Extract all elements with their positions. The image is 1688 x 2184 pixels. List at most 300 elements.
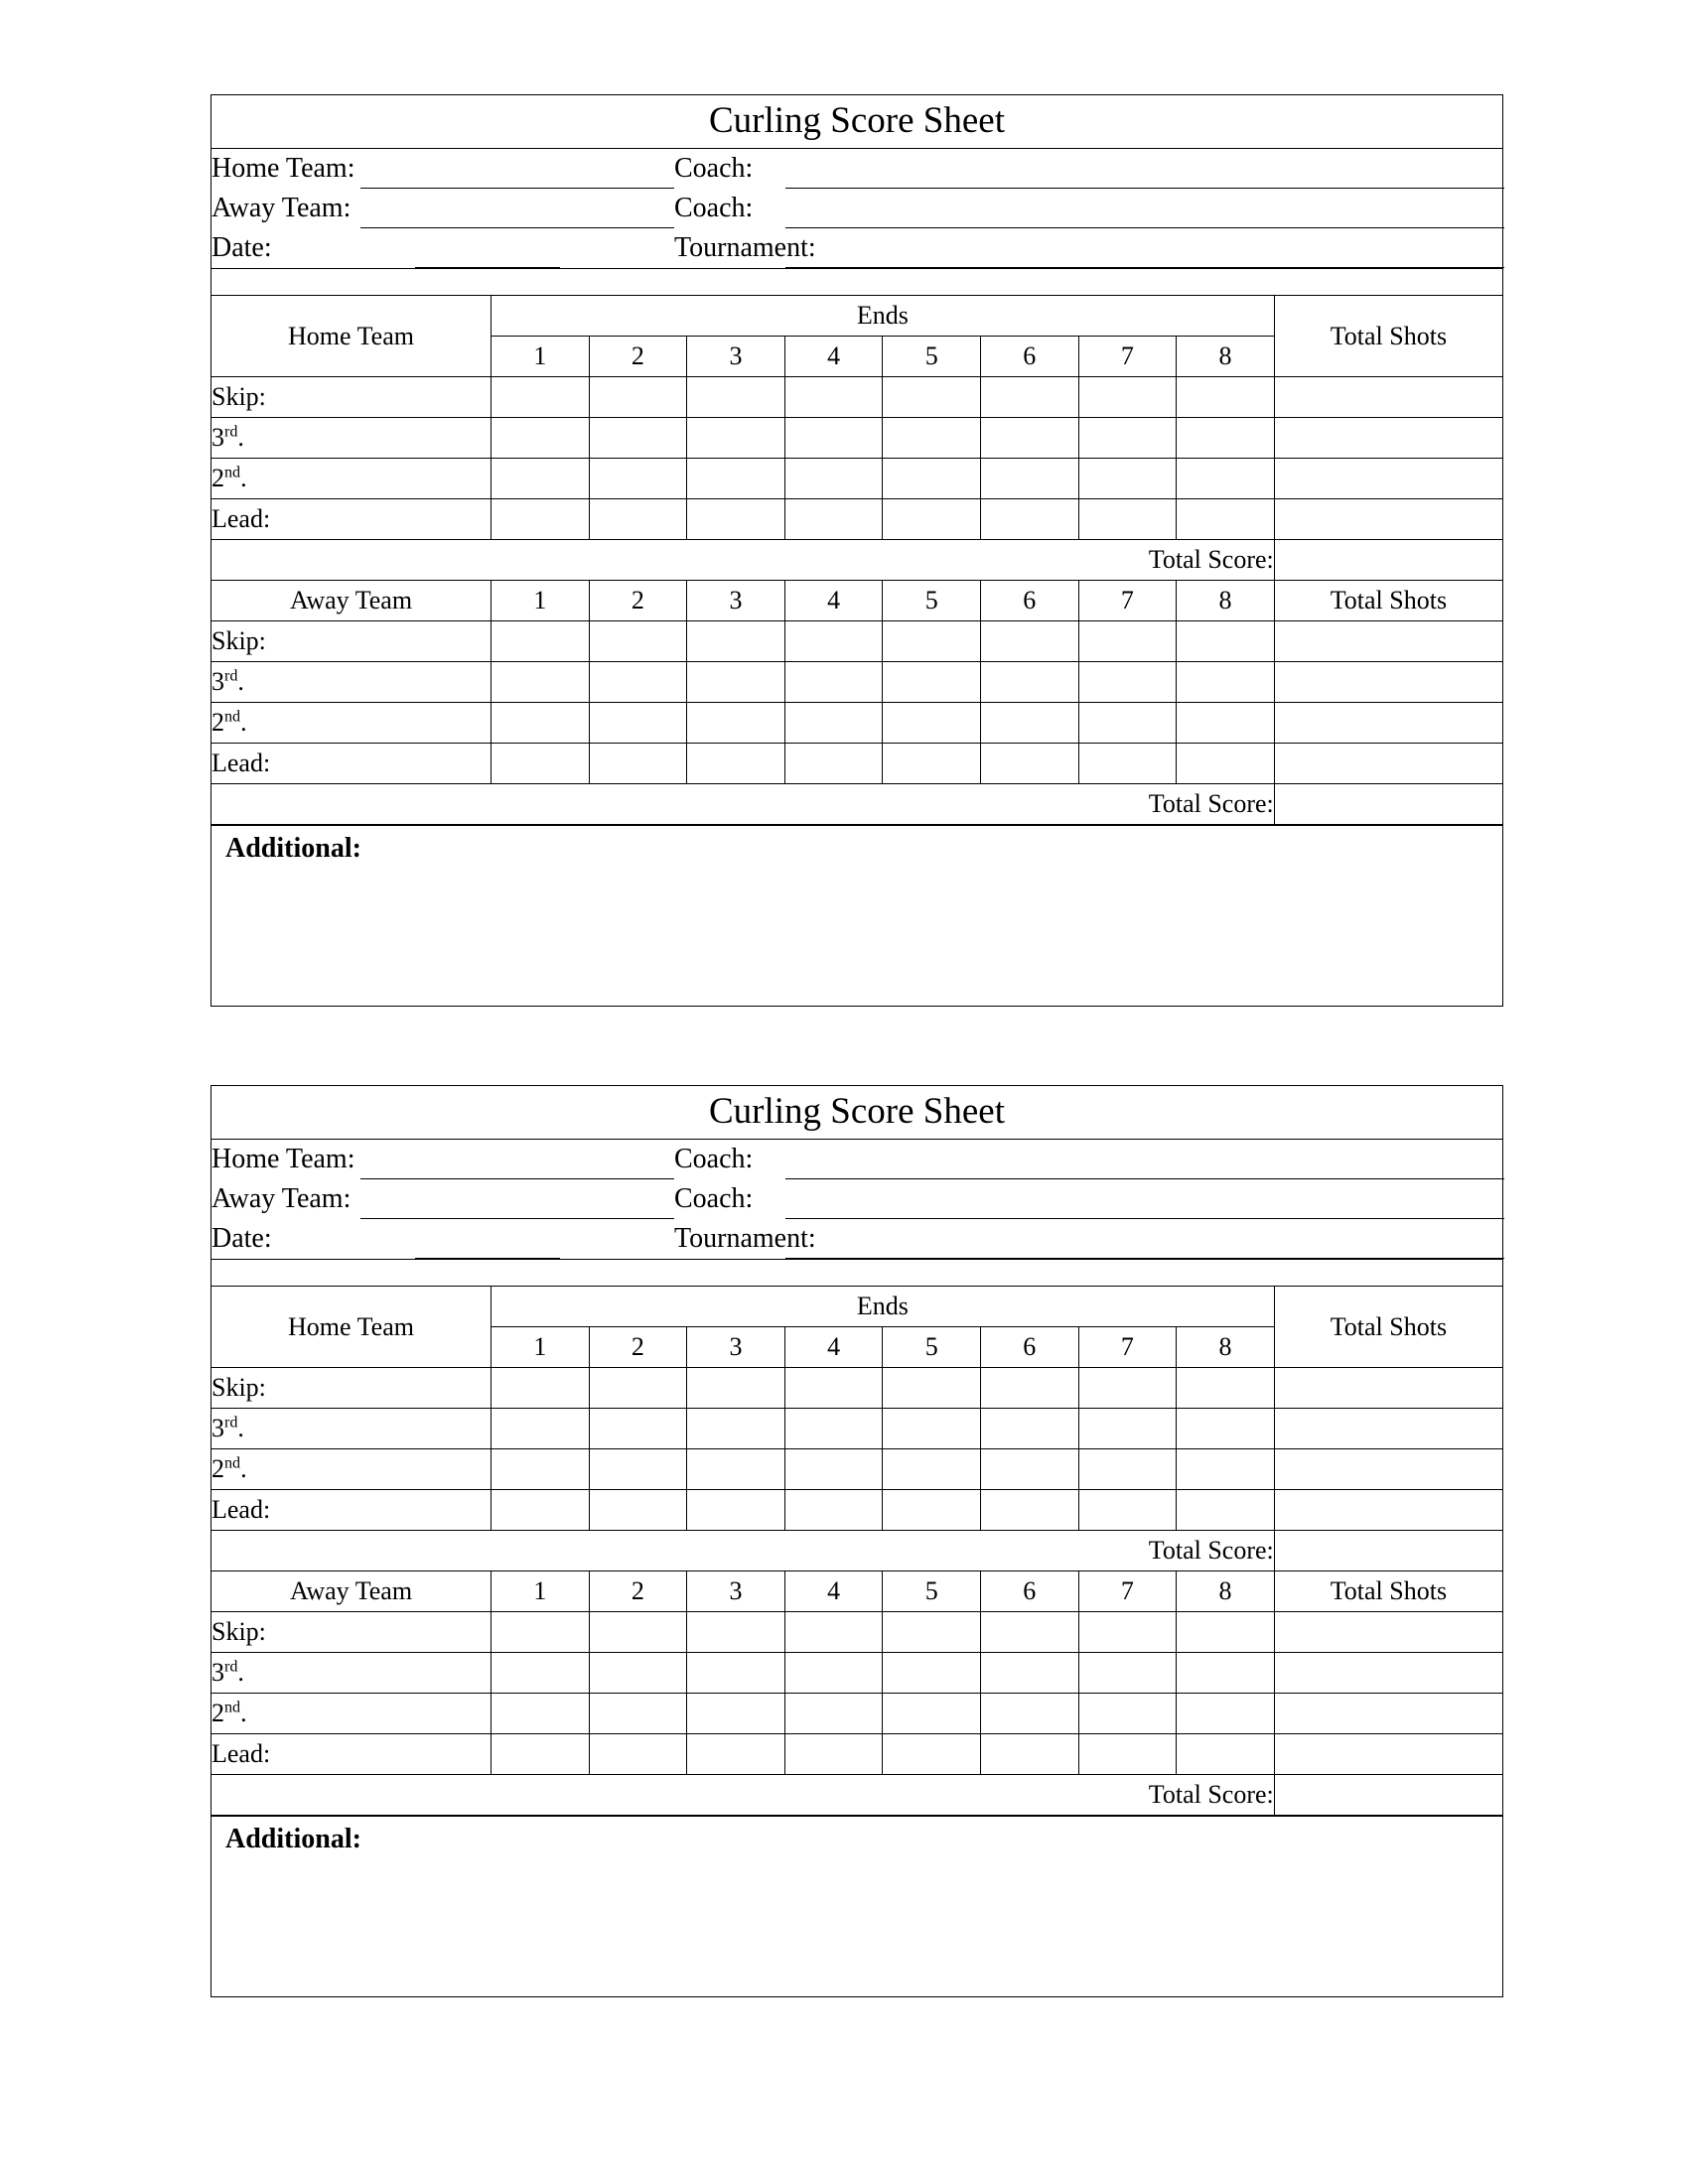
additional-notes-2[interactable] xyxy=(211,1816,1502,1996)
away-position-lead[interactable] xyxy=(211,744,492,784)
away-second-end-8[interactable] xyxy=(1177,703,1275,744)
away-skip-end-4-2[interactable] xyxy=(784,1612,883,1653)
home-third-end-2-2[interactable] xyxy=(589,1409,687,1449)
end-number-4-2: 4 xyxy=(784,1327,883,1368)
away-second-end-7[interactable] xyxy=(1078,703,1177,744)
home-second-end-6[interactable] xyxy=(981,459,1079,499)
home-skip-end-4[interactable] xyxy=(784,377,883,418)
away-second-end-8-2[interactable] xyxy=(1177,1694,1275,1734)
away-third-end-1-2[interactable] xyxy=(492,1653,590,1694)
home-total-score-row xyxy=(211,540,1502,581)
away-third-end-6-2[interactable] xyxy=(981,1653,1079,1694)
away-total-score-row xyxy=(211,784,1502,825)
away-end-number-1-2: 1 xyxy=(492,1571,590,1612)
away-end-number-7: 7 xyxy=(1078,581,1177,621)
home-second-end-3[interactable] xyxy=(687,459,785,499)
home-row-lead-2 xyxy=(211,1490,1502,1531)
away-end-number-8-2: 8 xyxy=(1177,1571,1275,1612)
away-second-end-5-2[interactable] xyxy=(883,1694,981,1734)
away-end-number-2: 2 xyxy=(589,581,687,621)
away-end-number-8: 8 xyxy=(1177,581,1275,621)
home-second-end-5[interactable] xyxy=(883,459,981,499)
date-value xyxy=(415,235,560,268)
end-number-1: 1 xyxy=(492,337,590,377)
away-lead-end-7[interactable] xyxy=(1078,744,1177,784)
away-skip-end-2-2[interactable] xyxy=(589,1612,687,1653)
away-third-end-6[interactable] xyxy=(981,662,1079,703)
away-position-skip-2[interactable] xyxy=(211,1612,492,1653)
home-skip-end-5-2[interactable] xyxy=(883,1368,981,1409)
coach-home-value-2 xyxy=(785,1147,1504,1179)
away-third-end-4-2[interactable] xyxy=(784,1653,883,1694)
end-number-8: 8 xyxy=(1177,337,1275,377)
away-end-number-4: 4 xyxy=(784,581,883,621)
home-third-total-shots-2[interactable] xyxy=(1274,1409,1502,1449)
away-second-end-5[interactable] xyxy=(883,703,981,744)
away-end-number-7-2: 7 xyxy=(1078,1571,1177,1612)
away-position-second-suffix-2: . xyxy=(240,1699,247,1727)
away-end-number-2-2: 2 xyxy=(589,1571,687,1612)
home-total-score-value[interactable] xyxy=(1274,540,1502,581)
away-third-end-7[interactable] xyxy=(1078,662,1177,703)
away-team-label-2: Away Team: xyxy=(211,1183,352,1214)
home-header-row-1-2 xyxy=(211,1287,1502,1327)
home-position-second[interactable] xyxy=(211,459,492,499)
home-position-third[interactable] xyxy=(211,418,492,459)
home-position-second-label: 2 xyxy=(211,464,224,492)
home-third-end-8[interactable] xyxy=(1177,418,1275,459)
away-second-end-4-2[interactable] xyxy=(784,1694,883,1734)
home-third-end-6-2[interactable] xyxy=(981,1409,1079,1449)
end-number-3-2: 3 xyxy=(687,1327,785,1368)
away-third-end-3[interactable] xyxy=(687,662,785,703)
away-row-third-2 xyxy=(211,1653,1502,1694)
away-skip-end-3[interactable] xyxy=(687,621,785,662)
home-skip-end-6[interactable] xyxy=(981,377,1079,418)
home-position-third-sup-2: rd xyxy=(224,1414,238,1432)
home-skip-end-2-2[interactable] xyxy=(589,1368,687,1409)
home-third-end-3[interactable] xyxy=(687,418,785,459)
away-lead-end-2-2[interactable] xyxy=(589,1734,687,1775)
home-team-input-2[interactable] xyxy=(360,1140,674,1179)
home-skip-total-shots[interactable] xyxy=(1274,377,1502,418)
away-lead-end-3[interactable] xyxy=(687,744,785,784)
home-lead-end-1[interactable] xyxy=(492,499,590,540)
home-position-third-label-2: 3 xyxy=(211,1414,224,1442)
end-number-6: 6 xyxy=(981,337,1079,377)
away-position-second-label-2: 2 xyxy=(211,1699,224,1727)
away-skip-end-8-2[interactable] xyxy=(1177,1612,1275,1653)
home-skip-end-3-2[interactable] xyxy=(687,1368,785,1409)
home-second-total-shots-2[interactable] xyxy=(1274,1449,1502,1490)
coach-away-input-2[interactable] xyxy=(785,1179,1504,1219)
home-team-header-2: Home Team xyxy=(211,1287,492,1368)
away-lead-end-7-2[interactable] xyxy=(1078,1734,1177,1775)
away-total-shots-header-2: Total Shots xyxy=(1274,1571,1502,1612)
away-end-number-5-2: 5 xyxy=(883,1571,981,1612)
home-lead-end-3-2[interactable] xyxy=(687,1490,785,1531)
home-third-end-7-2[interactable] xyxy=(1078,1409,1177,1449)
away-total-score-label-2: Total Score: xyxy=(211,1775,1274,1816)
end-number-7-2: 7 xyxy=(1078,1327,1177,1368)
away-lead-total-shots-2[interactable] xyxy=(1274,1734,1502,1775)
home-third-end-1-2[interactable] xyxy=(492,1409,590,1449)
home-third-end-5-2[interactable] xyxy=(883,1409,981,1449)
away-second-end-6[interactable] xyxy=(981,703,1079,744)
away-second-total-shots[interactable] xyxy=(1274,703,1502,744)
away-lead-end-8-2[interactable] xyxy=(1177,1734,1275,1775)
info-row-away-2 xyxy=(211,1179,1504,1219)
away-end-number-5: 5 xyxy=(883,581,981,621)
away-position-third-label: 3 xyxy=(211,667,224,696)
home-position-lead-label-2: Lead: xyxy=(211,1495,271,1524)
away-position-lead-label: Lead: xyxy=(211,749,271,777)
home-second-end-1-2[interactable] xyxy=(492,1449,590,1490)
home-second-end-3-2[interactable] xyxy=(687,1449,785,1490)
away-skip-end-5-2[interactable] xyxy=(883,1612,981,1653)
away-lead-end-6[interactable] xyxy=(981,744,1079,784)
away-lead-end-1[interactable] xyxy=(492,744,590,784)
tournament-input[interactable] xyxy=(785,228,1504,268)
home-position-third-suffix-2: . xyxy=(237,1414,244,1442)
away-skip-end-2[interactable] xyxy=(589,621,687,662)
away-second-end-6-2[interactable] xyxy=(981,1694,1079,1734)
away-skip-end-6-2[interactable] xyxy=(981,1612,1079,1653)
home-lead-end-3[interactable] xyxy=(687,499,785,540)
away-row-skip-2 xyxy=(211,1612,1502,1653)
score-sheet-2 xyxy=(211,1085,1503,1997)
home-lead-end-6-2[interactable] xyxy=(981,1490,1079,1531)
away-position-third-label-2: 3 xyxy=(211,1658,224,1687)
away-second-end-7-2[interactable] xyxy=(1078,1694,1177,1734)
home-third-end-6[interactable] xyxy=(981,418,1079,459)
away-position-lead-2[interactable] xyxy=(211,1734,492,1775)
home-lead-end-5[interactable] xyxy=(883,499,981,540)
home-total-score-label-2: Total Score: xyxy=(211,1531,1274,1571)
away-second-end-2-2[interactable] xyxy=(589,1694,687,1734)
home-third-end-1[interactable] xyxy=(492,418,590,459)
home-skip-end-7-2[interactable] xyxy=(1078,1368,1177,1409)
info-row-date-2 xyxy=(211,1219,1504,1259)
away-total-shots-header: Total Shots xyxy=(1274,581,1502,621)
home-row-second xyxy=(211,459,1502,499)
coach-home-value xyxy=(785,156,1504,189)
away-end-number-6: 6 xyxy=(981,581,1079,621)
home-second-end-2-2[interactable] xyxy=(589,1449,687,1490)
home-row-third-2 xyxy=(211,1409,1502,1449)
score-grid xyxy=(211,295,1502,825)
home-skip-end-8[interactable] xyxy=(1177,377,1275,418)
away-position-third-2[interactable] xyxy=(211,1653,492,1694)
away-third-end-8[interactable] xyxy=(1177,662,1275,703)
coach-away-value xyxy=(785,196,1504,228)
away-third-end-5[interactable] xyxy=(883,662,981,703)
home-position-lead[interactable] xyxy=(211,499,492,540)
home-position-skip-label: Skip: xyxy=(211,382,266,411)
away-skip-end-6[interactable] xyxy=(981,621,1079,662)
home-lead-end-8-2[interactable] xyxy=(1177,1490,1275,1531)
end-number-5-2: 5 xyxy=(883,1327,981,1368)
away-third-end-4[interactable] xyxy=(784,662,883,703)
away-skip-total-shots[interactable] xyxy=(1274,621,1502,662)
home-third-end-3-2[interactable] xyxy=(687,1409,785,1449)
tournament-value xyxy=(785,235,1504,268)
home-skip-end-2[interactable] xyxy=(589,377,687,418)
home-lead-end-7[interactable] xyxy=(1078,499,1177,540)
away-second-total-shots-2[interactable] xyxy=(1274,1694,1502,1734)
home-position-lead-2[interactable] xyxy=(211,1490,492,1531)
home-total-score-label: Total Score: xyxy=(211,540,1274,581)
away-second-end-4[interactable] xyxy=(784,703,883,744)
away-row-second xyxy=(211,703,1502,744)
away-lead-end-2[interactable] xyxy=(589,744,687,784)
home-lead-total-shots[interactable] xyxy=(1274,499,1502,540)
home-team-input[interactable] xyxy=(360,149,674,189)
end-number-6-2: 6 xyxy=(981,1327,1079,1368)
date-label-2: Date: xyxy=(211,1223,272,1254)
home-lead-end-7-2[interactable] xyxy=(1078,1490,1177,1531)
home-skip-end-5[interactable] xyxy=(883,377,981,418)
away-lead-total-shots[interactable] xyxy=(1274,744,1502,784)
home-position-second-suffix: . xyxy=(240,464,247,492)
info-row-away xyxy=(211,189,1504,228)
away-position-second-2[interactable] xyxy=(211,1694,492,1734)
away-row-second-2 xyxy=(211,1694,1502,1734)
home-lead-end-8[interactable] xyxy=(1177,499,1275,540)
home-team-value xyxy=(360,156,674,189)
home-lead-end-1-2[interactable] xyxy=(492,1490,590,1531)
away-second-end-3[interactable] xyxy=(687,703,785,744)
away-third-total-shots[interactable] xyxy=(1274,662,1502,703)
home-skip-end-4-2[interactable] xyxy=(784,1368,883,1409)
home-third-end-7[interactable] xyxy=(1078,418,1177,459)
home-row-second-2 xyxy=(211,1449,1502,1490)
away-skip-end-7[interactable] xyxy=(1078,621,1177,662)
away-lead-end-8[interactable] xyxy=(1177,744,1275,784)
away-skip-end-7-2[interactable] xyxy=(1078,1612,1177,1653)
away-team-value-2 xyxy=(360,1186,674,1219)
home-position-second-2[interactable] xyxy=(211,1449,492,1490)
home-position-third-sup: rd xyxy=(224,423,238,441)
home-skip-end-8-2[interactable] xyxy=(1177,1368,1275,1409)
score-sheet-1 xyxy=(211,94,1503,1007)
tournament-label: Tournament: xyxy=(674,232,816,263)
away-lead-end-5[interactable] xyxy=(883,744,981,784)
home-lead-end-6[interactable] xyxy=(981,499,1079,540)
home-lead-total-shots-2[interactable] xyxy=(1274,1490,1502,1531)
away-skip-end-3-2[interactable] xyxy=(687,1612,785,1653)
home-skip-end-3[interactable] xyxy=(687,377,785,418)
away-lead-end-5-2[interactable] xyxy=(883,1734,981,1775)
away-skip-end-1-2[interactable] xyxy=(492,1612,590,1653)
home-second-end-1[interactable] xyxy=(492,459,590,499)
home-position-second-sup: nd xyxy=(224,464,241,481)
away-lead-end-1-2[interactable] xyxy=(492,1734,590,1775)
home-row-third xyxy=(211,418,1502,459)
away-row-lead-2 xyxy=(211,1734,1502,1775)
home-third-end-2[interactable] xyxy=(589,418,687,459)
away-team-input-2[interactable] xyxy=(360,1179,674,1219)
home-lead-end-5-2[interactable] xyxy=(883,1490,981,1531)
away-third-end-8-2[interactable] xyxy=(1177,1653,1275,1694)
home-second-end-7-2[interactable] xyxy=(1078,1449,1177,1490)
away-second-end-3-2[interactable] xyxy=(687,1694,785,1734)
away-second-end-1[interactable] xyxy=(492,703,590,744)
away-position-third-suffix-2: . xyxy=(237,1658,244,1687)
home-second-end-5-2[interactable] xyxy=(883,1449,981,1490)
ends-header: Ends xyxy=(492,296,1275,337)
coach-away-label: Coach: xyxy=(674,193,754,223)
away-skip-total-shots-2[interactable] xyxy=(1274,1612,1502,1653)
away-total-score-value-2[interactable] xyxy=(1274,1775,1502,1816)
away-end-number-1: 1 xyxy=(492,581,590,621)
away-team-header-2: Away Team xyxy=(211,1571,492,1612)
home-third-end-5[interactable] xyxy=(883,418,981,459)
home-lead-end-4[interactable] xyxy=(784,499,883,540)
away-lead-end-3-2[interactable] xyxy=(687,1734,785,1775)
away-team-value xyxy=(360,196,674,228)
away-third-end-5-2[interactable] xyxy=(883,1653,981,1694)
home-second-end-6-2[interactable] xyxy=(981,1449,1079,1490)
info-block xyxy=(211,149,1502,269)
away-total-score-label: Total Score: xyxy=(211,784,1274,825)
away-third-end-3-2[interactable] xyxy=(687,1653,785,1694)
away-lead-end-4-2[interactable] xyxy=(784,1734,883,1775)
info-block-2 xyxy=(211,1140,1502,1260)
away-header-row xyxy=(211,581,1502,621)
away-position-third-suffix: . xyxy=(237,667,244,696)
date-input[interactable] xyxy=(360,228,674,268)
home-header-row-1 xyxy=(211,296,1502,337)
away-skip-end-4[interactable] xyxy=(784,621,883,662)
home-lead-end-2[interactable] xyxy=(589,499,687,540)
home-skip-end-6-2[interactable] xyxy=(981,1368,1079,1409)
away-position-skip-label: Skip: xyxy=(211,626,266,655)
away-third-end-2-2[interactable] xyxy=(589,1653,687,1694)
home-position-second-sup-2: nd xyxy=(224,1454,241,1472)
away-third-end-2[interactable] xyxy=(589,662,687,703)
home-skip-end-1-2[interactable] xyxy=(492,1368,590,1409)
coach-home-input-2[interactable] xyxy=(785,1140,1504,1179)
away-position-third-sup-2: rd xyxy=(224,1658,238,1676)
home-second-end-7[interactable] xyxy=(1078,459,1177,499)
home-third-end-8-2[interactable] xyxy=(1177,1409,1275,1449)
home-second-total-shots[interactable] xyxy=(1274,459,1502,499)
away-row-third xyxy=(211,662,1502,703)
away-header-row-2 xyxy=(211,1571,1502,1612)
home-second-end-4[interactable] xyxy=(784,459,883,499)
away-skip-end-1[interactable] xyxy=(492,621,590,662)
away-position-lead-label-2: Lead: xyxy=(211,1739,271,1768)
home-skip-end-7[interactable] xyxy=(1078,377,1177,418)
coach-home-input[interactable] xyxy=(785,149,1504,189)
home-total-score-value-2[interactable] xyxy=(1274,1531,1502,1571)
home-total-shots-header-2: Total Shots xyxy=(1274,1287,1502,1368)
home-row-skip xyxy=(211,377,1502,418)
home-second-end-2[interactable] xyxy=(589,459,687,499)
away-row-skip xyxy=(211,621,1502,662)
away-position-skip-label-2: Skip: xyxy=(211,1617,266,1646)
home-position-third-suffix: . xyxy=(237,423,244,452)
away-team-input[interactable] xyxy=(360,189,674,228)
away-position-second-suffix: . xyxy=(240,708,247,737)
away-third-total-shots-2[interactable] xyxy=(1274,1653,1502,1694)
home-third-total-shots[interactable] xyxy=(1274,418,1502,459)
home-position-skip[interactable] xyxy=(211,377,492,418)
home-second-end-4-2[interactable] xyxy=(784,1449,883,1490)
home-row-skip-2 xyxy=(211,1368,1502,1409)
home-team-value-2 xyxy=(360,1147,674,1179)
end-number-1-2: 1 xyxy=(492,1327,590,1368)
away-position-skip[interactable] xyxy=(211,621,492,662)
home-position-skip-2[interactable] xyxy=(211,1368,492,1409)
info-row-home xyxy=(211,149,1504,189)
away-skip-end-5[interactable] xyxy=(883,621,981,662)
home-third-end-4[interactable] xyxy=(784,418,883,459)
coach-away-input[interactable] xyxy=(785,189,1504,228)
page-title-2: Curling Score Sheet xyxy=(211,1086,1502,1140)
home-total-score-row-2 xyxy=(211,1531,1502,1571)
home-position-second-suffix-2: . xyxy=(240,1454,247,1483)
away-total-score-row-2 xyxy=(211,1775,1502,1816)
away-total-score-value[interactable] xyxy=(1274,784,1502,825)
home-skip-end-1[interactable] xyxy=(492,377,590,418)
away-lead-end-6-2[interactable] xyxy=(981,1734,1079,1775)
home-row-lead xyxy=(211,499,1502,540)
additional-label-2: Additional: xyxy=(225,1824,361,1854)
away-position-second[interactable] xyxy=(211,703,492,744)
coach-home-label: Coach: xyxy=(674,153,754,184)
info-row-home-2 xyxy=(211,1140,1504,1179)
tournament-input-2[interactable] xyxy=(785,1219,1504,1259)
spacer-2 xyxy=(211,1260,1502,1286)
away-row-lead xyxy=(211,744,1502,784)
home-second-end-8[interactable] xyxy=(1177,459,1275,499)
home-skip-total-shots-2[interactable] xyxy=(1274,1368,1502,1409)
away-end-number-3-2: 3 xyxy=(687,1571,785,1612)
away-third-end-7-2[interactable] xyxy=(1078,1653,1177,1694)
home-position-lead-label: Lead: xyxy=(211,504,271,533)
away-second-end-1-2[interactable] xyxy=(492,1694,590,1734)
home-position-third-2[interactable] xyxy=(211,1409,492,1449)
score-grid-2 xyxy=(211,1286,1502,1816)
away-skip-end-8[interactable] xyxy=(1177,621,1275,662)
home-position-third-label: 3 xyxy=(211,423,224,452)
home-third-end-4-2[interactable] xyxy=(784,1409,883,1449)
additional-notes[interactable] xyxy=(211,825,1502,1006)
home-lead-end-4-2[interactable] xyxy=(784,1490,883,1531)
away-position-third[interactable] xyxy=(211,662,492,703)
away-position-second-sup-2: nd xyxy=(224,1699,241,1716)
away-end-number-6-2: 6 xyxy=(981,1571,1079,1612)
home-second-end-8-2[interactable] xyxy=(1177,1449,1275,1490)
away-third-end-1[interactable] xyxy=(492,662,590,703)
away-second-end-2[interactable] xyxy=(589,703,687,744)
date-input-2[interactable] xyxy=(360,1219,674,1259)
away-end-number-4-2: 4 xyxy=(784,1571,883,1612)
away-lead-end-4[interactable] xyxy=(784,744,883,784)
end-number-2: 2 xyxy=(589,337,687,377)
away-position-second-label: 2 xyxy=(211,708,224,737)
end-number-8-2: 8 xyxy=(1177,1327,1275,1368)
home-position-skip-label-2: Skip: xyxy=(211,1373,266,1402)
end-number-2-2: 2 xyxy=(589,1327,687,1368)
date-label: Date: xyxy=(211,232,272,263)
home-lead-end-2-2[interactable] xyxy=(589,1490,687,1531)
date-value-2 xyxy=(415,1226,560,1259)
end-number-5: 5 xyxy=(883,337,981,377)
coach-away-value-2 xyxy=(785,1186,1504,1219)
